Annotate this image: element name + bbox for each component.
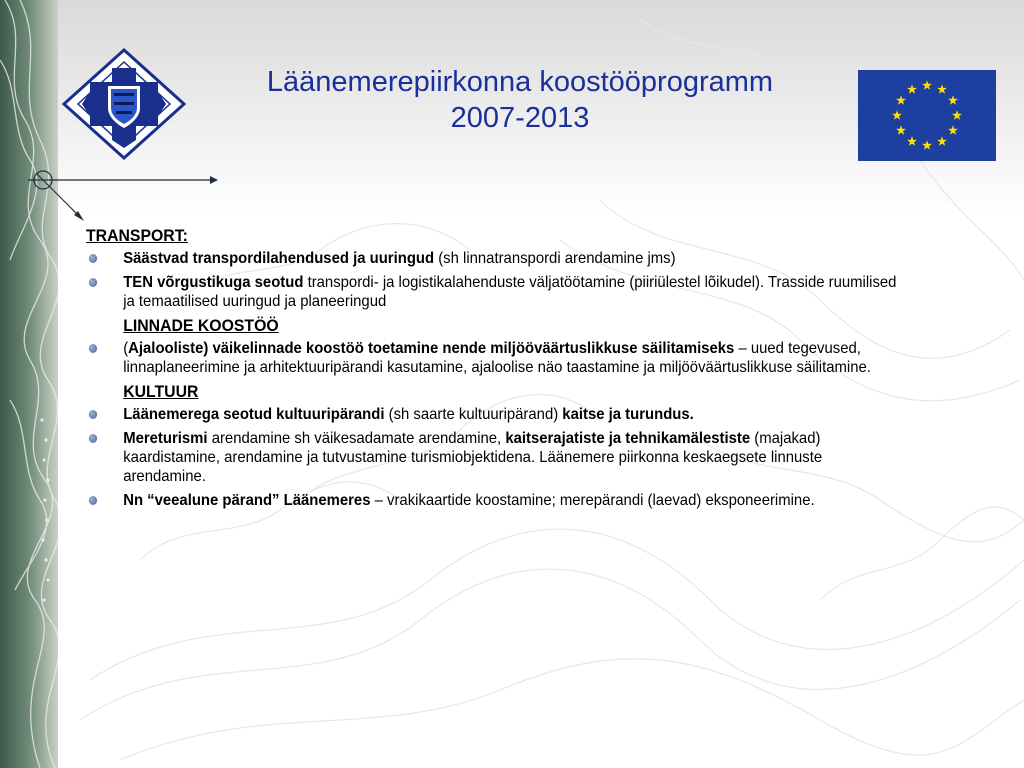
list-item	[86, 249, 904, 268]
list-item	[86, 339, 904, 377]
section-heading-transport: TRANSPORT:	[86, 226, 188, 245]
item-text: transpordi- ja logistikalahenduste väljatöötamine (piiriülestel lõikudel). Trasside ruumilised ja temaatilised uuringud ja planeeringud	[123, 274, 897, 310]
bullet-icon	[89, 496, 97, 505]
list-item	[86, 429, 904, 486]
item-bold-text: kaitse ja turundus.	[562, 406, 694, 423]
item-text: arendamine sh väikesadamate arendamine,	[207, 430, 506, 447]
map-strip-decoration	[0, 0, 58, 768]
item-bold-text: Mereturismi	[123, 430, 208, 447]
title-line-2: 2007-2013	[450, 102, 590, 134]
item-bold-text: Säästvad transpordilahendused ja uuringud	[123, 250, 435, 267]
title-line-1: Läänemerepiirkonna koostööprogramm	[266, 66, 774, 98]
list-item	[86, 405, 904, 424]
item-text: (	[123, 340, 129, 357]
bullet-icon	[89, 410, 97, 419]
item-bold-text: TEN võrgustikuga seotud	[123, 274, 304, 291]
bullet-icon	[89, 254, 97, 263]
bullet-icon	[89, 278, 97, 287]
slide-title	[200, 64, 840, 136]
arrow-pointer-icon	[28, 165, 228, 225]
slide-content	[86, 226, 904, 515]
item-bold-text: Läänemerega seotud kultuuripärandi	[123, 406, 385, 423]
item-text: (sh linnatranspordi arendamine jms)	[434, 250, 676, 267]
item-bold-text: kaitserajatiste ja tehnikamälestiste	[505, 430, 751, 447]
item-text: (majakad) kaardistamine, arendamine ja tutvustamine turismiobjektidena. Läänemere piirkonna keskaegsete linnuste arendamine.	[123, 430, 823, 485]
estonian-coat-of-arms-icon	[62, 48, 186, 160]
linnade-list	[86, 339, 904, 377]
transport-list	[86, 249, 904, 311]
bullet-icon	[89, 344, 97, 353]
eu-flag-icon	[858, 70, 996, 161]
list-item	[86, 491, 904, 510]
bullet-icon	[89, 434, 97, 443]
item-bold-text: Nn “veealune pärand” Läänemeres	[123, 492, 371, 509]
list-item	[86, 273, 904, 311]
section-heading-kultuur: KULTUUR	[123, 382, 199, 401]
item-text: – vrakikaartide koostamine; merepärandi (laevad) eksponeerimine.	[370, 492, 815, 509]
item-text: (sh saarte kultuuripärand)	[384, 406, 563, 423]
kultuur-list	[86, 405, 904, 510]
item-bold-text: Ajalooliste) väikelinnade koostöö toetamine nende miljööväärtuslikkuse säilitamiseks	[128, 340, 735, 357]
item-text: – uued tegevused, linnaplaneerimine ja arhitektuuripärandi kasutamine, ajaloolise näo taastamine ja miljööväärtuslikkuse säilitamine.	[123, 340, 871, 376]
section-heading-linnade-koostoo: LINNADE KOOSTÖÖ	[123, 316, 279, 335]
